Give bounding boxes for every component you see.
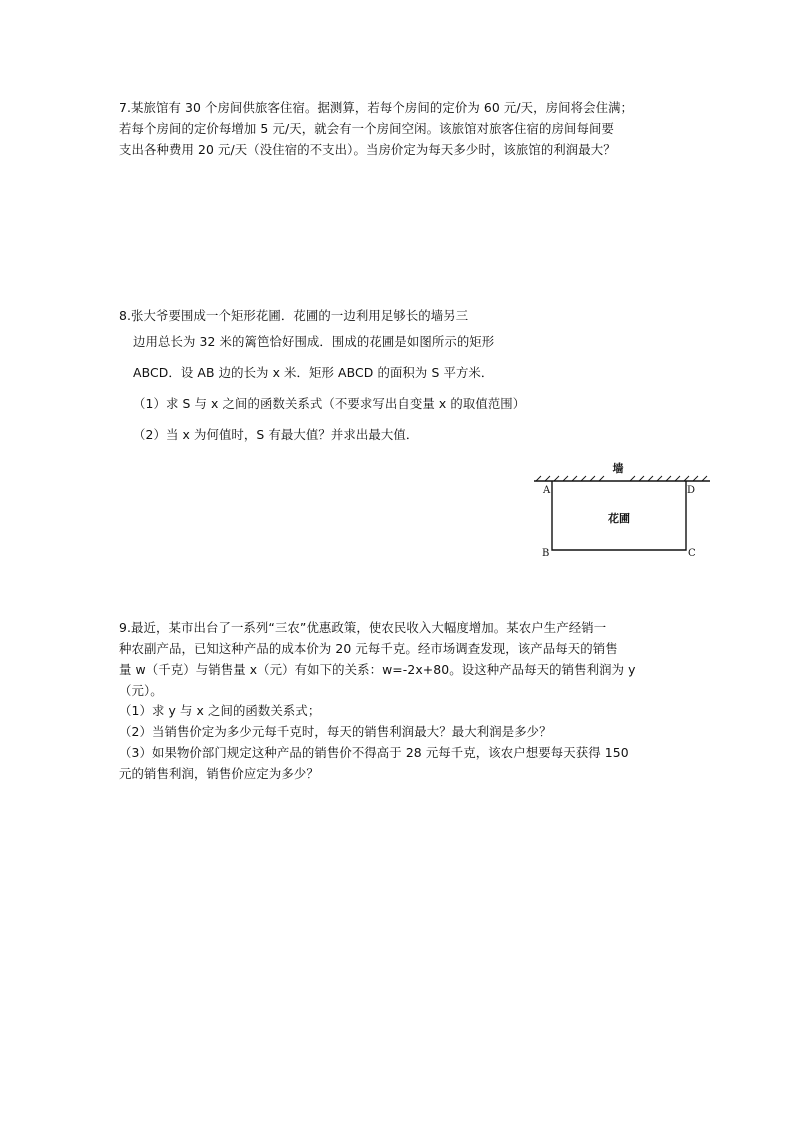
q9-line-1: 9.最近，某市出台了一系列“三农”优惠政策，使农民收入大幅度增加。某农户生产经销一	[119, 620, 607, 635]
garden-figure	[528, 460, 718, 560]
vertex-label-b: B	[542, 548, 550, 559]
garden-label: 花圃	[608, 512, 630, 525]
garden-diagram	[528, 460, 718, 560]
q7-line-3: 支出各种费用 20 元/天（没住宿的不支出）。当房价定为每天多少时，该旅馆的利润最大？	[119, 142, 616, 157]
q9-part-3-line-1: （3）如果物价部门规定这种产品的销售价不得高于 28 元每千克，该农户想要每天获得 150	[119, 745, 629, 760]
q7-line-2: 若每个房间的定价每增加 5 元/天，就会有一个房间空闲。该旅馆对旅客住宿的房间每间要	[119, 121, 614, 136]
vertex-label-a: A	[543, 485, 551, 496]
q9-part-3-line-2: 元的销售利润，销售价应定为多少？	[119, 766, 319, 781]
q9-line-3: 量 w（千克）与销售量 x（元）有如下的关系：w=-2x+80。设这种产品每天的销售利润为 y	[119, 662, 636, 677]
q8-line-1: 8.张大爷要围成一个矩形花圃．花圃的一边利用足够长的墙另三	[119, 308, 469, 323]
wall-label: 墙	[612, 462, 624, 475]
q8-part-1: （1）求 S 与 x 之间的函数关系式（不要求写出自变量 x 的取值范围）	[133, 396, 526, 411]
wall-hatching	[536, 476, 707, 481]
vertex-label-c: C	[688, 548, 696, 559]
q8-line-2: 边用总长为 32 米的篱笆恰好围成．围成的花圃是如图所示的矩形	[133, 334, 495, 349]
q9-part-2: （2）当销售价定为多少元每千克时，每天的销售利润最大？最大利润是多少？	[119, 724, 552, 739]
q9-line-4: （元）。	[119, 683, 163, 698]
q9-part-1: （1）求 y 与 x 之间的函数关系式；	[119, 703, 321, 718]
q7-line-1: 7.某旅馆有 30 个房间供旅客住宿。据测算，若每个房间的定价为 60 元/天，房间将会住满；	[119, 100, 634, 115]
q8-line-3: ABCD．设 AB 边的长为 x 米．矩形 ABCD 的面积为 S 平方米．	[133, 365, 494, 380]
q8-part-2: （2）当 x 为何值时，S 有最大值？并求出最大值．	[133, 427, 419, 442]
vertex-label-d: D	[687, 485, 696, 496]
q9-line-2: 种农副产品，已知这种产品的成本价为 20 元每千克。经市场调查发现，该产品每天的销售	[119, 641, 618, 656]
